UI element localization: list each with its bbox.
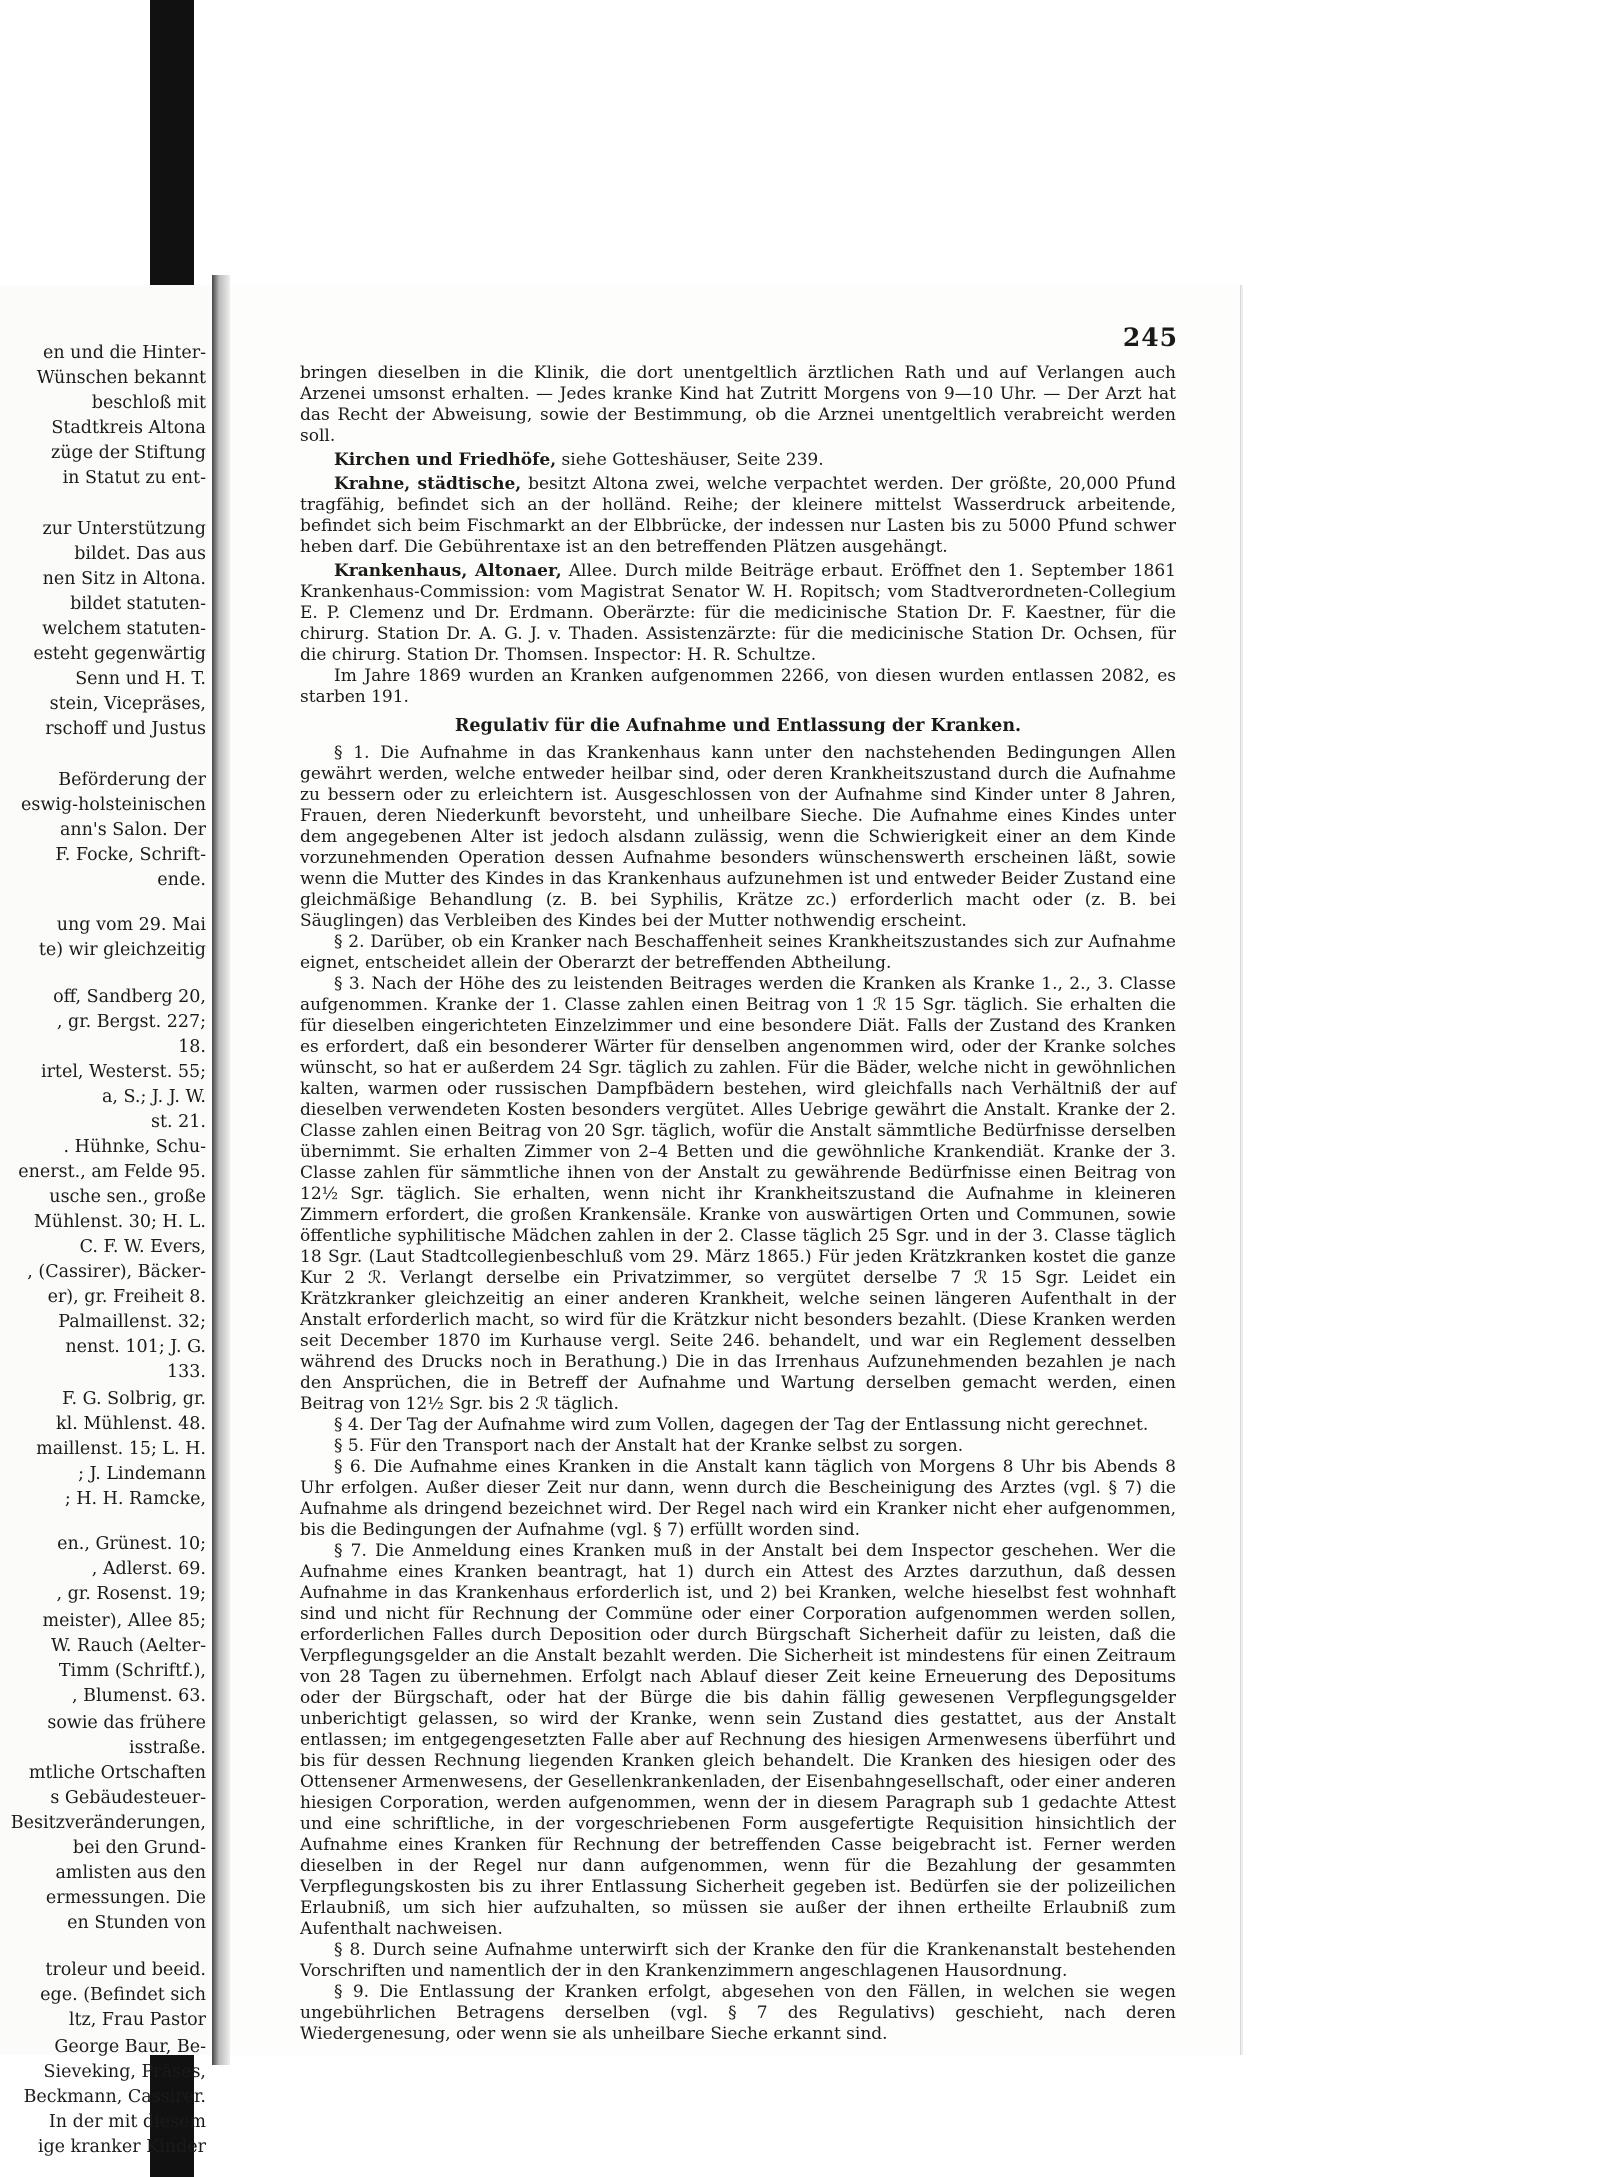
margin-line: esteht gegenwärtig xyxy=(33,644,206,664)
margin-line: Stadtkreis Altona xyxy=(51,418,206,438)
margin-line: in Statut zu ent- xyxy=(62,468,206,488)
margin-line: . Hühnke, Schu- xyxy=(63,1137,206,1157)
section-6: § 6. Die Aufnahme eines Kranken in die Anstalt kann täglich von Morgens 8 Uhr bis Abends 8 Uhr erfolgen. Außer dieser Zeit nur dann, wenn durch die Bescheinigung des Arztes (vgl. § 7) die Aufnahme als dringend bezeichnet wird. Der Regel nach wird ein Kranker nicht eher aufgenommen, bis die Bedingungen der Aufnahme (vgl. § 7) erfüllt worden sind. xyxy=(300,1457,1176,1540)
margin-line: eswig-holsteinischen xyxy=(21,795,206,815)
margin-line: isstraße. xyxy=(129,1738,206,1758)
margin-line: Wünschen bekannt xyxy=(36,368,206,388)
regulativ-heading: Regulativ für die Aufnahme und Entlassung der Kranken. xyxy=(454,716,1022,736)
entry-text: Allee. Durch milde Beiträge erbaut. Eröffnet den 1. September 1861 Krankenhaus-Commission: vom Magistrat Senator W. H. Ropitsch; vom Stadtverordneten-Collegium E. P. Clemenz und Dr. Erdmann. Oberärzte: für die medicinische Station Dr. F. Kaestner, für die chirurg. Station Dr. A. G. J. v. Thaden. Assistenzärzte: für die medicinische Station Dr. Ochsen, für die chirurg. Station Dr. Thomsen. Inspector: H. R. Schultze. xyxy=(300,561,1177,665)
margin-line: ann's Salon. Der xyxy=(59,820,206,840)
margin-line: ermessungen. Die xyxy=(45,1888,206,1908)
margin-line: amlisten aus den xyxy=(55,1863,206,1883)
margin-line: kl. Mühlenst. 48. xyxy=(56,1414,206,1434)
margin-line: mtliche Ortschaften xyxy=(28,1763,206,1783)
margin-line: 133. xyxy=(167,1362,206,1382)
page-text xyxy=(300,363,1176,2045)
margin-line: F. Focke, Schrift- xyxy=(55,845,206,865)
section-8: § 8. Durch seine Aufnahme unterwirft sich der Kranke den für die Krankenanstalt bestehenden Vorschriften und namentlich der in den Krankenzimmern angeschlagenen Hausordnung. xyxy=(300,1940,1176,1981)
margin-line: , gr. Bergst. 227; xyxy=(56,1012,206,1032)
margin-line: F. G. Solbrig, gr. xyxy=(62,1389,206,1409)
margin-line: Timm (Schriftf.), xyxy=(58,1661,206,1681)
margin-line: , Adlerst. 69. xyxy=(91,1559,206,1579)
margin-line: ; J. Lindemann xyxy=(78,1464,206,1484)
margin-line: nen Sitz in Altona. xyxy=(42,569,206,589)
entry-heading: Krankenhaus, Altonaer, xyxy=(334,561,562,581)
margin-line: te) wir gleichzeitig xyxy=(38,940,206,960)
margin-line: meister), Allee 85; xyxy=(42,1611,206,1631)
margin-line: Besitzveränderungen, xyxy=(10,1813,206,1833)
margin-line: ung vom 29. Mai xyxy=(56,915,206,935)
margin-line: s Gebäudesteuer- xyxy=(50,1788,206,1808)
entry-text: siehe Gotteshäuser, Seite 239. xyxy=(556,450,824,470)
margin-line: Palmaillenst. 32; xyxy=(58,1312,206,1332)
margin-line: en., Grünest. 10; xyxy=(57,1534,206,1554)
section-3: § 3. Nach der Höhe des zu leistenden Beitrages werden die Kranken als Kranke 1., 2., 3. Classe aufgenommen. Kranke der 1. Classe zahlen einen Beitrag von 1 ℛ 15 Sgr. täglich. Sie erhalten die für dieselben eingerichteten Einzelzimmer und eine besondere Diät. Falls der Zustand des Kranken es erfordert, daß ein besonderer Wärter für denselben angenommen wird, oder der Kranke solches wünscht, so hat er außerdem 24 Sgr. täglich zu zahlen. Für die Bäder, welche nicht in gewöhnlichen kalten, warmen oder russischen Dampfbädern bestehen, wird gleichfalls nach Verhältniß der auf dieselben verwendeten Kosten besonders vergütet. Alles Uebrige gewährt die Anstalt. Kranke der 2. Classe zahlen einen Beitrag von 20 Sgr. täglich, wofür die Anstalt sämmtliche Bedürfnisse derselben übernimmt. Sie erhalten Zimmer von 2–4 Betten und die gewöhnliche Krankendiät. Kranke der 3. Classe zahlen für sämmtliche ihnen von der Anstalt zu gewährende Bedürfnisse einen Beitrag von 12½ Sgr. täglich. Sie erhalten, wenn nicht ihr Krankheitszustand die Aufnahme in kleineren Zimmern erfordert, die großen Krankensäle. Kranke von auswärtigen Orten und Communen, sowie öffentliche syphilitische Mädchen zahlen in der 2. Classe täglich 25 Sgr. und in der 3. Classe täglich 18 Sgr. (Laut Stadtcollegienbeschluß vom 29. März 1865.) Für jeden Krätzkranken kostet die ganze Kur 2 ℛ. Verlangt derselbe ein Privatzimmer, so vergütet derselbe 7 ℛ 15 Sgr. Leidet ein Krätzkranker gleichzeitig an einer anderen Krankheit, welche seinen längeren Aufenthalt in der Anstalt erforderlich macht, so wird für die Krätzkur nicht besonders bezahlt. (Diese Kranken werden seit December 1870 im Kurhause vergl. Seite 246. behandelt, und war ein Reglement desselben während des Drucks noch in Berathung.) Die in das Irrenhaus Aufzunehmenden bezahlen je nach den Ansprüchen, die in Betreff der Aufnahme und Wartung derselben gemacht werden, einen Beitrag von 12½ Sgr. bis 2 ℛ täglich. xyxy=(300,974,1176,1414)
margin-line: a, S.; J. J. W. xyxy=(101,1087,206,1107)
margin-line: en und die Hinter- xyxy=(42,343,206,363)
margin-line: sowie das frühere xyxy=(47,1713,206,1733)
margin-line: , Blumenst. 63. xyxy=(71,1686,206,1706)
entry-heading: Kirchen und Friedhöfe, xyxy=(334,450,557,470)
margin-line: rschoff und Justus xyxy=(45,719,206,739)
section-1: § 1. Die Aufnahme in das Krankenhaus kann unter den nachstehenden Bedingungen Allen gewährt werden, welche entweder heilbar sind, oder deren Krankheitszustand durch die Aufnahme zu bessern oder zu erleichtern ist. Ausgeschlossen von der Aufnahme sind Kinder unter 8 Jahren, Frauen, deren Niederkunft bevorsteht, und unheilbare Sieche. Die Aufnahme eines Kindes unter dem angegebenen Alter ist jedoch alsdann zulässig, wenn die Schwierigkeit einer an dem Kinde vorzunehmenden Operation dessen Aufnahme besonders wünschenswerth erscheinen läßt, sowie wenn die Mutter des Kindes in das Krankenhaus aufzunehmen ist und entweder Beider Zustand eine gleichmäßige Behandlung (z. B. bei Syphilis, Krätze zc.) erforderlich macht oder (z. B. bei Säuglingen) das Verbleiben des Kindes bei der Mutter nothwendig erscheint. xyxy=(300,743,1176,931)
right-page xyxy=(230,285,1241,2055)
margin-line: Beckmann, Cassirer. xyxy=(23,2087,206,2107)
section-5: § 5. Für den Transport nach der Anstalt hat der Kranke selbst zu sorgen. xyxy=(334,1436,964,1456)
stats-paragraph: Im Jahre 1869 wurden an Kranken aufgenommen 2266, von diesen wurden entlassen 2082, es starben 191. xyxy=(300,666,1176,707)
margin-line: ende. xyxy=(157,870,206,890)
margin-line: In der mit diesem xyxy=(48,2112,206,2132)
intro-paragraph: bringen dieselben in die Klinik, die dort unentgeltlich ärztlichen Rath und auf Verlangen auch Arzenei umsonst erhalten. — Jedes kranke Kind hat Zutritt Morgens von 9—10 Uhr. — Der Arzt hat das Recht der Abweisung, sowie der Bestimmung, ob die Arznei unentgeltlich verabreicht werden soll. xyxy=(300,363,1176,446)
book-gutter xyxy=(212,275,230,2065)
margin-line: st. 21. xyxy=(151,1112,206,1132)
margin-line: maillenst. 15; L. H. xyxy=(36,1439,206,1459)
margin-line: bildet. Das aus xyxy=(74,544,206,564)
margin-line: bei den Grund- xyxy=(72,1838,206,1858)
margin-line: Senn und H. T. xyxy=(75,669,206,689)
margin-line: er), gr. Freiheit 8. xyxy=(47,1287,206,1307)
entry-heading: Krahne, städtische, xyxy=(334,474,522,494)
margin-line: Sieveking, Präses, xyxy=(43,2062,206,2082)
margin-line: ltz, Frau Pastor xyxy=(68,2010,206,2030)
section-2: § 2. Darüber, ob ein Kranker nach Beschaffenheit seines Krankheitszustandes sich zur Aufnahme eignet, entscheidet allein der Oberarzt der betreffenden Abtheilung. xyxy=(300,932,1176,973)
margin-line: welchem statuten- xyxy=(42,619,206,639)
margin-line: ege. (Befindet sich xyxy=(40,1985,206,2005)
entry-kirchen xyxy=(300,450,1176,471)
entry-krankenhaus xyxy=(300,561,1176,666)
margin-line: usche sen., große xyxy=(49,1187,206,1207)
margin-line: Mühlenst. 30; H. L. xyxy=(33,1212,206,1232)
section-9: § 9. Die Entlassung der Kranken erfolgt, abgesehen von den Fällen, in welchen sie wegen ungebührlichen Betragens derselben (vgl. § 7 des Regulativs) geschieht, nach deren Wiedergenesung, oder wenn sie als unheilbare Sieche erkannt sind. xyxy=(300,1982,1176,2044)
margin-line: en Stunden von xyxy=(67,1913,206,1933)
left-page-fragment xyxy=(0,285,215,2157)
margin-line: C. F. W. Evers, xyxy=(79,1237,206,1257)
margin-line: beschloß mit xyxy=(91,393,206,413)
margin-line: George Baur, Be- xyxy=(54,2037,206,2057)
margin-line: 18. xyxy=(178,1037,206,1057)
entry-text: besitzt Altona zwei, welche verpachtet werden. Der größte, 20,000 Pfund tragfähig, befindet sich an der holländ. Reihe; der kleinere mittelst Wasserdruck arbeitende, befindet sich beim Fischmarkt an der Elbbrücke, der indessen nur Lasten bis zu 5000 Pfund schwer heben darf. Die Gebührentaxe ist an den betreffenden Plätzen ausgehängt. xyxy=(300,474,1176,557)
margin-line: stein, Vicepräses, xyxy=(49,694,206,714)
margin-line: züge der Stiftung xyxy=(51,443,206,463)
margin-line: ; H. H. Ramcke, xyxy=(64,1489,206,1509)
margin-line: , (Cassirer), Bäcker- xyxy=(27,1262,206,1282)
margin-line: zur Unterstützung xyxy=(42,519,206,539)
section-7: § 7. Die Anmeldung eines Kranken muß in der Anstalt bei dem Inspector geschehen. Wer die Aufnahme eines Kranken beantragt, hat 1) durch ein Attest des Arztes darzuthun, daß dessen Aufnahme in das Krankenhaus erforderlich ist, und 2) bei Kranken, welche hieselbst fest wohnhaft sind und nicht für Rechnung der Commüne oder einer Corporation aufgenommen werden sollen, erforderlichen Falles durch Deposition oder durch Bürgschaft Sicherheit dafür zu leisten, daß die Verpflegungsgelder an die Anstalt bezahlt werden. Die Sicherheit ist mindestens für einen Zeitraum von 28 Tagen zu übernehmen. Erfolgt nach Ablauf dieser Zeit keine Erneuerung des Depositums oder der Bürgschaft, oder hat der Bürge die bis dahin fällig gewesenen Verpflegungsgelder unberichtigt gelassen, so wird der Kranke, wenn sein Zustand dies gestattet, aus der Anstalt entlassen; im entgegengesetzten Falle aber auf Rechnung des hiesigen Armenwesens überführt und bis für dessen Rechnung liegenden Kranken gleich behandelt. Die Kranken des hiesigen oder des Ottensener Armenwesens, der Gesellenkrankenladen, der Eisenbahngesellschaft, oder einer anderen hiesigen Corporation, werden aufgenommen, wenn der in diesem Paragraph sub 1 gedachte Attest und eine schriftliche, in der vorgeschriebenen Form ausgefertigte Requisition hinsichtlich der Aufnahme eines Kranken für Rechnung der betreffenden Casse beigebracht ist. Ferner werden dieselben in der Regel nur dann aufgenommen, wenn für die Bezahlung der gesammten Verpflegungskosten bis zu ihrer Entlassung Sicherheit gegeben ist. Bedürfen sie der polizeilichen Erlaubniß, um sich hier aufzuhalten, so müssen sie außer der ihnen ertheilte Erlaubniß zum Aufenthalt nachweisen. xyxy=(300,1541,1176,1939)
margin-line: off, Sandberg 20, xyxy=(53,987,206,1007)
margin-line: ige kranker Kinder xyxy=(37,2137,206,2157)
margin-line: enerst., am Felde 95. xyxy=(18,1162,206,1182)
page-number: 245 xyxy=(1122,323,1178,352)
margin-line: irtel, Westerst. 55; xyxy=(40,1062,206,1082)
entry-krahne xyxy=(300,474,1176,558)
section-4: § 4. Der Tag der Aufnahme wird zum Vollen, dagegen der Tag der Entlassung nicht gerechnet. xyxy=(334,1415,1149,1435)
margin-line: troleur und beeid. xyxy=(45,1960,206,1980)
margin-line: , gr. Rosenst. 19; xyxy=(56,1584,206,1604)
margin-line: bildet statuten- xyxy=(70,594,206,614)
margin-line: nenst. 101; J. G. xyxy=(65,1337,206,1357)
margin-line: Beförderung der xyxy=(58,770,206,790)
margin-line: W. Rauch (Aelter- xyxy=(50,1636,206,1656)
